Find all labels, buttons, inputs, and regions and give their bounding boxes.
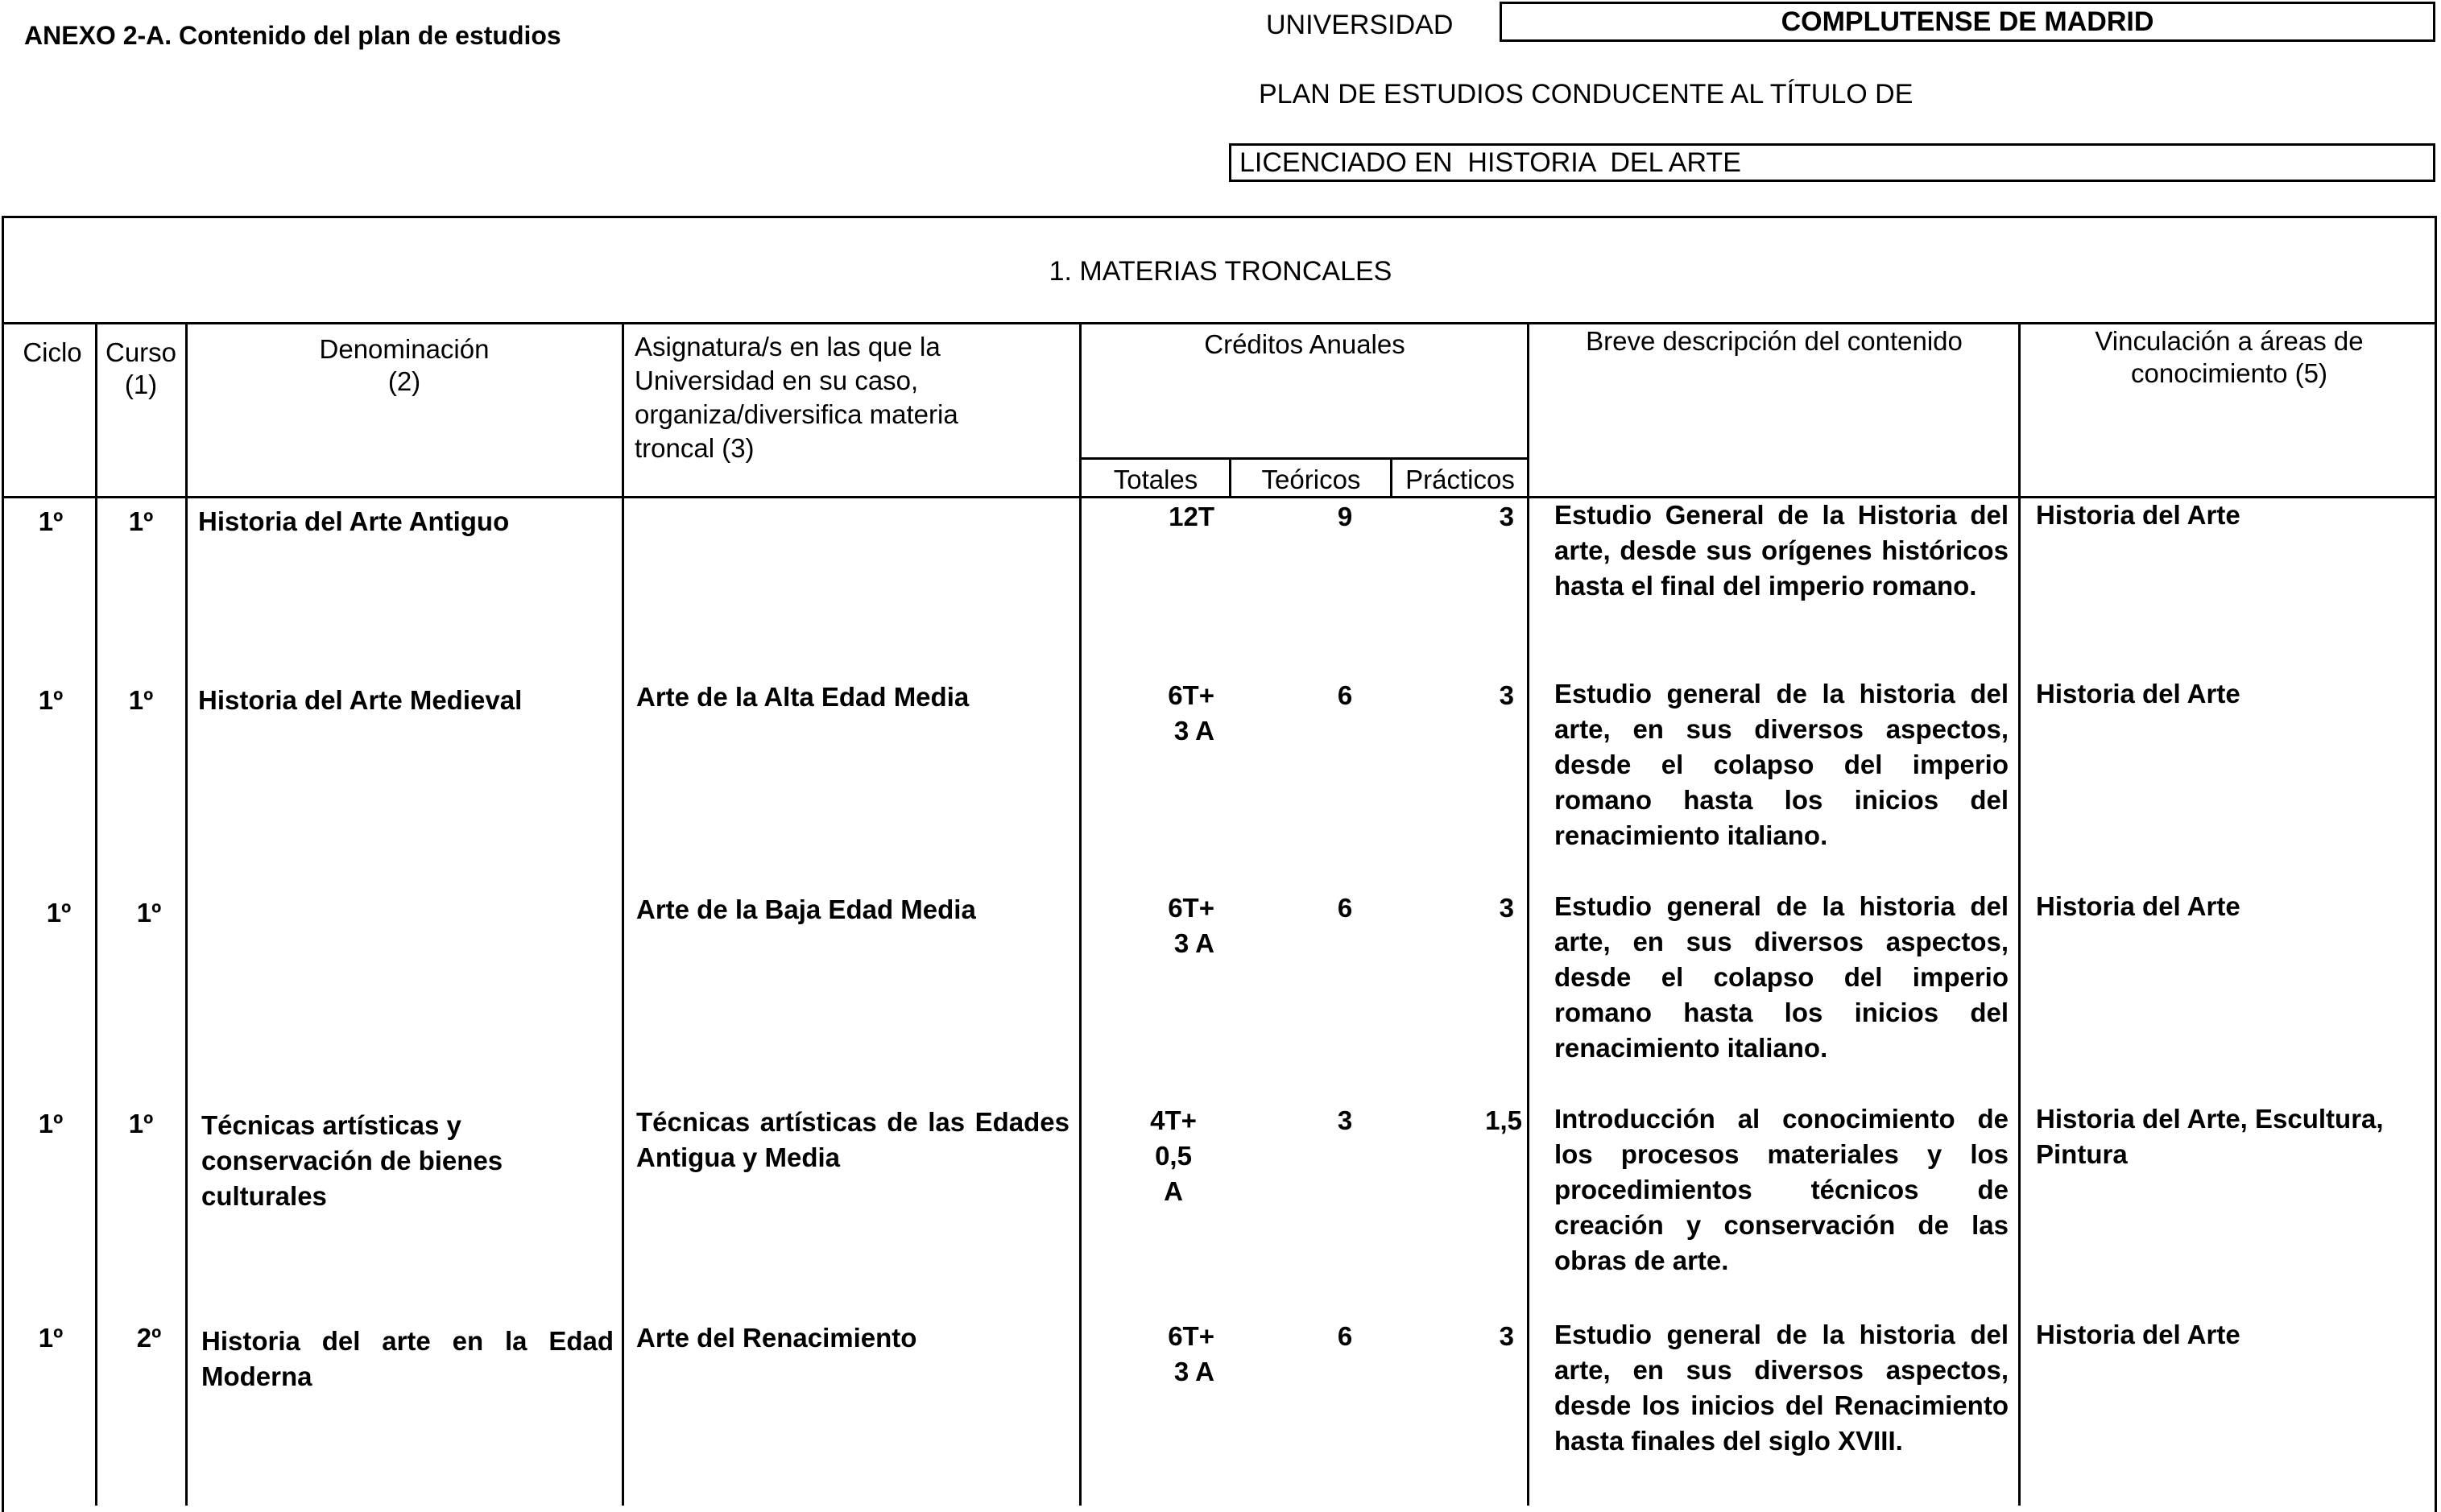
table-row-2-practicos: 3 xyxy=(1499,680,1514,710)
header-teoricos: Teóricos xyxy=(1261,465,1361,494)
table-row-5-denominacion: Historia del arte en la Edad Moderna xyxy=(201,1326,614,1391)
university-name-box: COMPLUTENSE DE MADRID xyxy=(1500,2,2435,42)
table-row-5-totales: 6T+ 3 A xyxy=(1168,1321,1214,1386)
table-row-1-teoricos: 9 xyxy=(1337,502,1353,531)
table-row-2-denominacion: Historia del Arte Medieval xyxy=(198,685,523,715)
annex-title: ANEXO 2-A. Contenido del plan de estudios xyxy=(24,21,561,50)
table-row-1-descripcion: Estudio General de la Historia del arte, desde sus orígenes históricos hasta el final del imperio romano. xyxy=(1554,500,2009,601)
table-row-2-asignatura: Arte de la Alta Edad Media xyxy=(636,682,970,712)
table-row-4-ciclo: 1º xyxy=(38,1109,64,1138)
table-row-5-practicos: 3 xyxy=(1499,1321,1514,1351)
table-row-3-vinculacion: Historia del Arte xyxy=(2036,891,2240,921)
table-row-4-vinculacion: Historia del Arte, Escultura, Pintura xyxy=(2036,1104,2384,1169)
table-row-2-vinculacion: Historia del Arte xyxy=(2036,679,2240,708)
table-row-1-denominacion: Historia del Arte Antiguo xyxy=(198,506,510,536)
header-creditos-anuales: Créditos Anuales xyxy=(1204,329,1405,359)
header-denominacion: Denominación (2) xyxy=(319,334,490,396)
section-title: 1. MATERIAS TRONCALES xyxy=(1049,256,1392,287)
table-row-4-asignatura: Técnicas artísticas de las Edades Antigua y Media xyxy=(636,1107,1069,1172)
header-vinculacion: Vinculación a áreas de conocimiento (5) xyxy=(2095,326,2364,388)
header-ciclo: Ciclo xyxy=(23,337,82,367)
university-label: UNIVERSIDAD xyxy=(1266,10,1454,40)
table-row-3-curso: 1º xyxy=(136,898,162,927)
table-row-5-descripcion: Estudio general de la historia del arte, en sus diversos aspectos, desde los inicios del Renacimiento hasta finales del siglo XVIII. xyxy=(1554,1320,2009,1456)
table-row-4-totales: 4T+ 0,5 A xyxy=(1150,1105,1197,1206)
table-row-1-totales: 12T xyxy=(1169,502,1214,531)
header-totales: Totales xyxy=(1113,465,1198,494)
table-row-5-asignatura: Arte del Renacimiento xyxy=(636,1323,917,1353)
table-row-3-asignatura: Arte de la Baja Edad Media xyxy=(636,894,976,924)
table-row-5-vinculacion: Historia del Arte xyxy=(2036,1320,2240,1349)
table-row-5-ciclo: 1º xyxy=(38,1323,64,1353)
table-row-4-practicos: 1,5 xyxy=(1485,1105,1522,1135)
degree-title-box: LICENCIADO EN HISTORIA DEL ARTE xyxy=(1229,143,2435,182)
table-row-3-teoricos: 6 xyxy=(1337,893,1353,923)
col-divider-descripcion xyxy=(2018,322,2021,1506)
section-title-divider xyxy=(2,322,2437,324)
plan-label: PLAN DE ESTUDIOS CONDUCENTE AL TÍTULO DE xyxy=(1259,79,1913,109)
header-practicos: Prácticos xyxy=(1405,465,1515,494)
table-row-2-ciclo: 1º xyxy=(38,685,64,715)
col-divider-denominacion xyxy=(622,322,624,1506)
table-row-3-ciclo: 1º xyxy=(46,898,72,927)
credits-subheader-divider xyxy=(1079,457,1527,460)
table-row-3-practicos: 3 xyxy=(1499,893,1514,923)
table-row-4-descripcion: Introducción al conocimiento de los procesos materiales y los procedimientos técnicos de creación y conservación de las obras de arte. xyxy=(1554,1104,2009,1275)
table-row-2-curso: 1º xyxy=(128,685,154,715)
table-row-4-teoricos: 3 xyxy=(1337,1105,1353,1135)
table-row-4-denominacion: Técnicas artísticas y conservación de bienes culturales xyxy=(201,1110,503,1211)
table-row-3-descripcion: Estudio general de la historia del arte, en sus diversos aspectos, desde el colapso del imperio romano hasta los inicios del renacimiento italiano. xyxy=(1554,891,2009,1063)
table-row-5-curso: 2º xyxy=(136,1323,162,1353)
header-curso: Curso (1) xyxy=(105,337,177,399)
table-row-2-teoricos: 6 xyxy=(1337,680,1353,710)
table-row-2-descripcion: Estudio general de la historia del arte, en sus diversos aspectos, desde el colapso del imperio romano hasta los inicios del renacimiento italiano. xyxy=(1554,679,2009,850)
col-divider-totales-header xyxy=(1229,457,1231,498)
table-row-4-curso: 1º xyxy=(128,1109,154,1138)
table-row-1-curso: 1º xyxy=(128,506,154,536)
table-row-1-ciclo: 1º xyxy=(38,506,64,536)
col-divider-teoricos-header xyxy=(1390,457,1392,498)
table-row-3-totales: 6T+ 3 A xyxy=(1168,893,1214,958)
table-row-1-practicos: 3 xyxy=(1499,502,1514,531)
col-divider-asignatura xyxy=(1079,322,1082,1506)
table-row-2-totales: 6T+ 3 A xyxy=(1168,680,1214,746)
header-descripcion: Breve descripción del contenido xyxy=(1586,326,1963,356)
table-row-1-vinculacion: Historia del Arte xyxy=(2036,500,2240,530)
table-row-5-teoricos: 6 xyxy=(1337,1321,1353,1351)
col-divider-creditos xyxy=(1527,322,1529,1506)
header-asignatura: Asignatura/s en las que la Universidad en su caso, organiza/diversifica materia troncal (3) xyxy=(635,332,958,463)
